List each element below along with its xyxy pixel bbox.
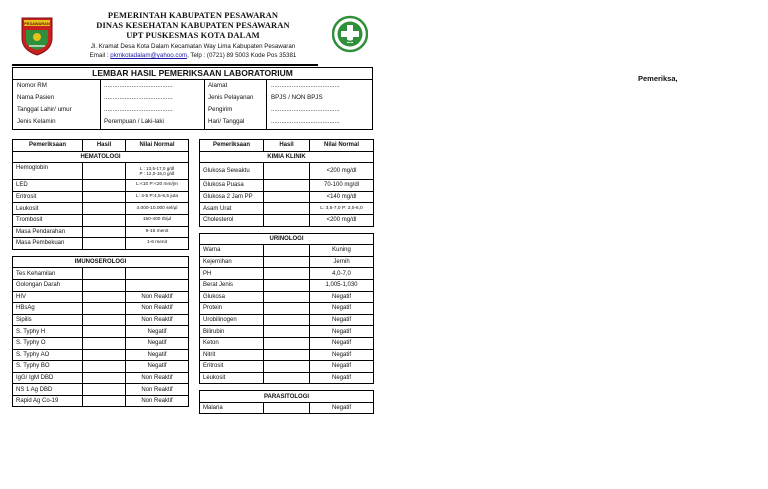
table-row xyxy=(13,372,189,384)
table-row xyxy=(13,326,189,338)
normal-value: Negatif xyxy=(310,291,374,303)
table-row xyxy=(13,279,189,291)
result-cell[interactable] xyxy=(264,291,310,303)
exam-name: S. Typhy AO xyxy=(13,349,83,361)
result-cell[interactable] xyxy=(83,180,126,192)
exam-name: IgG/ IgM DBD xyxy=(13,372,83,384)
exam-name: Nitrit xyxy=(200,349,264,361)
normal-value xyxy=(126,268,189,280)
normal-value: Non Reaktif xyxy=(126,395,189,407)
normal-value: Non Reaktif xyxy=(126,314,189,326)
normal-value: 150-400 rb/µl xyxy=(126,214,189,226)
exam-name: S. Typhy BO xyxy=(13,361,83,373)
normal-value: <200 mg/dl xyxy=(310,163,374,180)
normal-value: Negatif xyxy=(310,372,374,384)
normal-value: Negatif xyxy=(126,361,189,373)
header-line-3: UPT PUSKESMAS KOTA DALAM xyxy=(126,30,260,40)
table-row xyxy=(13,349,189,361)
spacer xyxy=(13,249,189,256)
exam-name: Asam Urat xyxy=(200,203,264,215)
table-row xyxy=(200,372,374,384)
table-row xyxy=(13,238,189,250)
label-hari-tanggal: Hari/ Tanggal xyxy=(208,118,245,125)
result-cell[interactable] xyxy=(83,268,126,280)
normal-value xyxy=(126,279,189,291)
table-row xyxy=(200,203,374,215)
normal-value: 1,005-1,030 xyxy=(310,279,374,291)
normal-value: Negatif xyxy=(310,337,374,349)
normal-value: 70-100 mg/dl xyxy=(310,180,374,192)
normal-value: 9-15 menit xyxy=(126,226,189,238)
label-nomor-rm: Nomor RM xyxy=(17,82,47,89)
value-pengirim[interactable]: ........................................ xyxy=(271,106,340,113)
result-cell[interactable] xyxy=(83,372,126,384)
table-row xyxy=(13,203,189,215)
exam-name: Protein xyxy=(200,303,264,315)
result-cell[interactable] xyxy=(264,191,310,203)
table-row xyxy=(13,214,189,226)
pesawaran-logo xyxy=(20,12,54,56)
normal-value: 4.000-10.000 sel/µl xyxy=(126,203,189,215)
exam-name: Keton xyxy=(200,337,264,349)
table-row xyxy=(13,163,189,180)
result-cell[interactable] xyxy=(83,191,126,203)
table-row xyxy=(200,349,374,361)
exam-name: Leukosit xyxy=(200,372,264,384)
exam-name: Glukosa Puasa xyxy=(200,180,264,192)
result-cell[interactable] xyxy=(83,361,126,373)
exam-name: Glukosa 2 Jam PP xyxy=(200,191,264,203)
result-cell[interactable] xyxy=(264,303,310,315)
result-cell[interactable] xyxy=(83,395,126,407)
table-row xyxy=(200,256,374,268)
hb-normal-female: P : 12,0-15,0 g/dl xyxy=(139,171,175,177)
exam-name: S. Typhy H xyxy=(13,326,83,338)
exam-name: HBsAg xyxy=(13,303,83,315)
result-cell[interactable] xyxy=(83,214,126,226)
value-tanggal-lahir[interactable]: ........................................ xyxy=(104,106,173,113)
exam-name: Cholesterol xyxy=(200,214,264,226)
divider xyxy=(100,80,101,130)
normal-value: Negatif xyxy=(310,326,374,338)
exam-name: Masa Pembekuan xyxy=(13,238,83,250)
table-row xyxy=(200,303,374,315)
divider xyxy=(204,80,205,130)
label-jenis-kelamin: Jenis Kelamin xyxy=(17,118,56,125)
section-row xyxy=(13,256,189,268)
table-row xyxy=(200,191,374,203)
result-cell[interactable] xyxy=(83,314,126,326)
table-row xyxy=(13,314,189,326)
table-row xyxy=(13,395,189,407)
exam-name: Tes Kehamilan xyxy=(13,268,83,280)
value-jenis-kelamin[interactable]: Perempuan / Laki-laki xyxy=(104,118,164,125)
exam-name: Warna xyxy=(200,245,264,257)
label-nama-pasien: Nama Pasien xyxy=(17,94,55,101)
exam-name: Trombosit xyxy=(13,214,83,226)
table-row xyxy=(13,191,189,203)
section-imunoserologi: IMUNOSEROLOGI xyxy=(13,256,189,268)
normal-value: Non Reaktif xyxy=(126,291,189,303)
normal-value: <140 mg/dl xyxy=(310,191,374,203)
header-address: Jl. Kramat Desa Kota Dalam Kecamatan Way Lima Kabupaten Pesawaran xyxy=(90,43,296,50)
normal-value: L:<10 P:<20 mm/jm xyxy=(126,180,189,192)
table-row xyxy=(200,337,374,349)
exam-name: S. Typhy O xyxy=(13,337,83,349)
exam-name: Eritrosit xyxy=(13,191,83,203)
left-lab-table xyxy=(12,139,189,407)
spacer xyxy=(200,384,374,391)
normal-value: L: 4-5 P:4,5-5,5 juta xyxy=(126,191,189,203)
result-cell[interactable] xyxy=(264,180,310,192)
normal-value xyxy=(126,163,189,180)
value-alamat[interactable]: ........................................ xyxy=(271,82,340,89)
result-cell[interactable] xyxy=(83,238,126,250)
spacer-row xyxy=(200,226,374,233)
divider xyxy=(266,80,267,130)
normal-value: 1-6 menit xyxy=(126,238,189,250)
normal-value: Jernih xyxy=(310,256,374,268)
table-row xyxy=(200,361,374,373)
result-cell[interactable] xyxy=(264,361,310,373)
section-kimia-klinik: KIMIA KLINIK xyxy=(200,151,374,163)
value-nama-pasien[interactable]: ........................................ xyxy=(104,94,173,101)
normal-value: 4,0-7,0 xyxy=(310,268,374,280)
normal-value: Negatif xyxy=(310,314,374,326)
result-cell[interactable] xyxy=(83,303,126,315)
table-row xyxy=(13,384,189,396)
label-tanggal-lahir: Tanggal Lahir/ umur xyxy=(17,106,72,113)
exam-name: Leukosit xyxy=(13,203,83,215)
letterhead-divider xyxy=(12,64,318,66)
pemeriksa-label: Pemeriksa, xyxy=(638,74,678,83)
exam-name: Bilirubin xyxy=(200,326,264,338)
normal-value: Negatif xyxy=(310,303,374,315)
col-header-pemeriksaan: Pemeriksaan xyxy=(200,140,264,152)
normal-value: Non Reaktif xyxy=(126,384,189,396)
value-jenis-pelayanan[interactable]: BPJS / NON BPJS xyxy=(271,94,323,101)
table-row xyxy=(200,402,374,414)
result-cell[interactable] xyxy=(83,326,126,338)
exam-name: Urobilinogen xyxy=(200,314,264,326)
form-title: LEMBAR HASIL PEMERIKSAAN LABORATORIUM xyxy=(13,68,372,80)
value-hari-tanggal[interactable]: ........................................ xyxy=(271,118,340,125)
letterhead xyxy=(60,10,326,60)
section-row xyxy=(200,151,374,163)
section-row xyxy=(200,391,374,403)
patient-info-box xyxy=(12,67,373,130)
result-cell[interactable] xyxy=(83,384,126,396)
result-cell[interactable] xyxy=(264,163,310,180)
header-row xyxy=(200,140,374,152)
section-hematologi: HEMATOLOGI xyxy=(13,151,189,163)
section-parasitologi: PARASITOLOGI xyxy=(200,391,374,403)
normal-value: Negatif xyxy=(126,349,189,361)
result-cell[interactable] xyxy=(264,279,310,291)
spacer-row xyxy=(13,249,189,256)
normal-value: Negatif xyxy=(126,337,189,349)
kemenkes-logo xyxy=(332,14,368,54)
exam-name: Sipilis xyxy=(13,314,83,326)
col-header-nilai-normal: Nilai Normal xyxy=(310,140,374,152)
exam-name: PH xyxy=(200,268,264,280)
result-cell[interactable] xyxy=(83,279,126,291)
result-cell[interactable] xyxy=(83,291,126,303)
exam-name: LED xyxy=(13,180,83,192)
exam-name: HIV xyxy=(13,291,83,303)
exam-name: Rapid Ag Co-19 xyxy=(13,395,83,407)
result-cell[interactable] xyxy=(83,226,126,238)
table-row xyxy=(200,180,374,192)
normal-value: Negatif xyxy=(126,326,189,338)
exam-name: Kejernihan xyxy=(200,256,264,268)
email-link[interactable]: pkmkotadalam@yahoo.com xyxy=(110,52,188,59)
exam-name: Glukosa xyxy=(200,291,264,303)
spacer xyxy=(200,226,374,233)
normal-value: Negatif xyxy=(310,402,374,414)
result-cell[interactable] xyxy=(264,268,310,280)
table-row xyxy=(13,337,189,349)
table-row xyxy=(13,226,189,238)
table-row xyxy=(13,180,189,192)
result-cell[interactable] xyxy=(264,349,310,361)
label-jenis-pelayanan: Jenis Pelayanan xyxy=(208,94,254,101)
section-row xyxy=(200,233,374,245)
col-header-hasil: Hasil xyxy=(83,140,126,152)
hb-normal-male: L : 13,5-17,0 g/dl xyxy=(139,165,175,171)
table-row xyxy=(200,163,374,180)
right-lab-table xyxy=(199,139,374,414)
exam-name: Berat Jenis xyxy=(200,279,264,291)
header-row xyxy=(13,140,189,152)
spacer-row xyxy=(200,384,374,391)
result-cell[interactable] xyxy=(83,337,126,349)
value-nomor-rm[interactable]: ........................................ xyxy=(104,82,173,89)
table-row xyxy=(13,291,189,303)
result-cell[interactable] xyxy=(264,372,310,384)
table-row xyxy=(200,291,374,303)
normal-value: Negatif xyxy=(310,349,374,361)
exam-name: Glukosa Sewaktu xyxy=(200,163,264,180)
normal-value: Non Reaktif xyxy=(126,303,189,315)
header-line-2: DINAS KESEHATAN KABUPATEN PESAWARAN xyxy=(96,20,290,30)
exam-name: Malaria xyxy=(200,402,264,414)
normal-value: Negatif xyxy=(310,361,374,373)
section-urinologi: URINOLOGI xyxy=(200,233,374,245)
table-row xyxy=(200,214,374,226)
exam-name: Hemoglobin xyxy=(13,163,83,180)
exam-name: NS 1 Ag DBD xyxy=(13,384,83,396)
result-cell[interactable] xyxy=(264,314,310,326)
table-row xyxy=(13,361,189,373)
table-row xyxy=(13,268,189,280)
header-contact-line xyxy=(60,51,326,60)
exam-name: Golongan Darah xyxy=(13,279,83,291)
exam-name: Eritrosit xyxy=(200,361,264,373)
result-cell[interactable] xyxy=(264,337,310,349)
result-cell[interactable] xyxy=(83,163,126,180)
table-row xyxy=(200,268,374,280)
label-pengirim: Pengirim xyxy=(208,106,233,113)
label-alamat: Alamat xyxy=(208,82,228,89)
result-cell[interactable] xyxy=(264,402,310,414)
col-header-nilai-normal: Nilai Normal xyxy=(126,140,189,152)
result-cell[interactable] xyxy=(83,203,126,215)
header-contact: , Telp : (0721) 89 5003 Kode Pos 35381 xyxy=(187,52,297,59)
normal-value: <200 mg/dl xyxy=(310,214,374,226)
normal-value: Non Reaktif xyxy=(126,372,189,384)
col-header-hasil: Hasil xyxy=(264,140,310,152)
exam-name: Masa Pendarahan xyxy=(13,226,83,238)
result-cell[interactable] xyxy=(264,326,310,338)
header-line-1: PEMERINTAH KABUPATEN PESAWARAN xyxy=(107,10,279,20)
table-row xyxy=(200,314,374,326)
result-cell[interactable] xyxy=(264,256,310,268)
table-row xyxy=(200,245,374,257)
table-row xyxy=(13,303,189,315)
col-header-pemeriksaan: Pemeriksaan xyxy=(13,140,83,152)
normal-value: Kuning xyxy=(310,245,374,257)
result-cell[interactable] xyxy=(264,214,310,226)
result-cell[interactable] xyxy=(264,245,310,257)
result-cell[interactable] xyxy=(83,349,126,361)
result-cell[interactable] xyxy=(264,203,310,215)
section-row xyxy=(13,151,189,163)
normal-value: L: 3,5-7,0 P: 2,0-6,0 xyxy=(310,203,374,215)
email-prefix: Email : xyxy=(89,52,111,59)
table-row xyxy=(200,279,374,291)
logo-text: PESAWARAN xyxy=(24,21,50,26)
table-row xyxy=(200,326,374,338)
